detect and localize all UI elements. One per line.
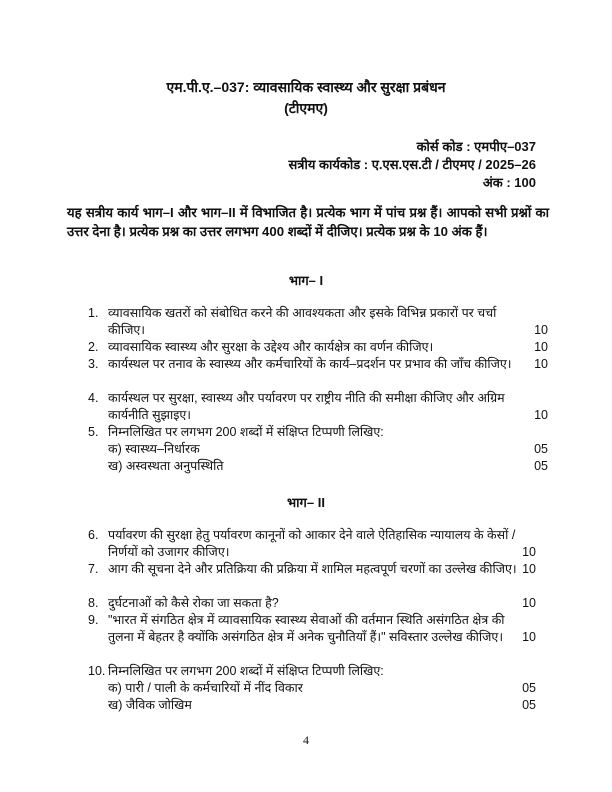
page-number: 4 — [303, 733, 309, 747]
document-title: एम.पी.ए.–037: व्यावसायिक स्वास्थ्य और सुरक्षा प्रबंधन — [166, 79, 446, 95]
section-heading-part-1: भाग– I — [288, 273, 324, 288]
question-5-subpart-a — [108, 441, 548, 458]
subpart-text: क) स्वास्थ्य–निर्धारक — [108, 442, 200, 456]
document-subtitle: (टीएमए) — [284, 100, 328, 116]
question-number: 3. — [88, 357, 99, 371]
question-marks: 10 — [522, 545, 536, 560]
subpart-marks: 05 — [522, 681, 536, 695]
subpart-text: ख) जैविक जोखिम — [108, 698, 192, 712]
question-2 — [88, 339, 548, 356]
question-text: कार्यस्थल पर सुरक्षा, स्वास्थ्य और पर्यावरण पर राष्ट्रीय नीति की समीक्षा कीजिए और अग्रिम कार्यनीति सुझाइए। — [108, 391, 505, 423]
subpart-marks: 05 — [522, 698, 536, 712]
question-number: 4. — [88, 391, 99, 405]
question-text: निम्नलिखित पर लगभग 200 शब्दों में संक्षिप्त टिप्पणी लिखिए: — [108, 425, 384, 439]
question-text: व्यावसायिक स्वास्थ्य और सुरक्षा के उद्देश्य और कार्यक्षेत्र का वर्णन कीजिए। — [108, 340, 434, 354]
question-10 — [88, 663, 536, 680]
question-number: 1. — [88, 306, 99, 320]
question-number: 7. — [88, 562, 99, 576]
course-code: कोर्स कोड : एमपीए–037 — [416, 139, 536, 154]
section-heading-part-2: भाग– II — [287, 495, 325, 510]
instructions: यह सत्रीय कार्य भाग–I और भाग–II में विभाजित है। प्रत्येक भाग में पांच प्रश्न हैं। आपको सभी प्रश्नों का उत्तर देना है। प्रत्येक प्रश्न का उत्तर लगभग 400 शब्दों में दीजिए। प्रत्येक प्रश्न के 10 अंक हैं। — [67, 205, 549, 239]
question-3 — [88, 356, 548, 373]
question-8 — [88, 595, 536, 612]
question-marks: 10 — [522, 630, 536, 645]
question-number: 8. — [88, 596, 99, 610]
question-6 — [88, 527, 536, 561]
question-marks: 10 — [534, 340, 548, 354]
subpart-text: क) पारी / पाली के कर्मचारियों में नींद विकार — [108, 681, 303, 695]
question-number: 10. — [88, 664, 106, 678]
question-marks: 10 — [534, 408, 548, 423]
question-text: आग की सूचना देने और प्रतिक्रिया की प्रक्रिया में शामिल महत्वपूर्ण चरणों का उल्लेख कीजिए। — [108, 562, 517, 576]
question-marks: 10 — [522, 562, 536, 576]
question-5 — [88, 424, 548, 441]
question-text: व्यावसायिक खतरों को संबोधित करने की आवश्यकता और इसके विभिन्न प्रकारों पर चर्चा कीजिए। — [108, 306, 497, 338]
total-marks: अंक : 100 — [482, 175, 536, 190]
question-5-subpart-b — [108, 458, 548, 475]
question-9 — [88, 612, 536, 646]
assignment-code: सत्रीय कार्यकोड : ए.एस.एस.टी / टीएमए / 2025–26 — [288, 157, 536, 172]
question-text: "भारत में संगठित क्षेत्र में व्यावसायिक स्वास्थ्य सेवाओं की वर्तमान स्थिति असंगठित क्षेत्र की तुलना में बेहतर है क्योंकि असंगठित क्षेत्र में अनेक चुनौतियाँ हैं।" सविस्तार उल्लेख कीजिए। — [108, 613, 505, 645]
subpart-text: ख) अस्वस्थता अनुपस्थिति — [108, 459, 224, 473]
question-number: 6. — [88, 528, 99, 542]
question-4 — [88, 390, 548, 424]
question-marks: 10 — [534, 323, 548, 338]
question-marks: 10 — [534, 357, 548, 371]
question-number: 5. — [88, 425, 99, 439]
question-10-subpart-a — [108, 680, 536, 697]
question-text: निम्नलिखित पर लगभग 200 शब्दों में संक्षिप्त टिप्पणी लिखिए: — [108, 664, 384, 678]
question-text: दुर्घटनाओं को कैसे रोका जा सकता है? — [108, 596, 279, 610]
question-text: पर्यावरण की सुरक्षा हेतु पर्यावरण कानूनों को आकार देने वाले ऐतिहासिक न्यायालय के केसों / निर्णयों को उजागर कीजिए। — [108, 528, 516, 560]
subpart-marks: 05 — [534, 459, 548, 473]
question-number: 9. — [88, 613, 99, 627]
question-number: 2. — [88, 340, 99, 354]
question-text: कार्यस्थल पर तनाव के स्वास्थ्य और कर्मचारियों के कार्य–प्रदर्शन पर प्रभाव की जाँच कीजिए। — [108, 357, 512, 371]
question-1 — [88, 305, 548, 339]
question-marks: 10 — [522, 596, 536, 610]
question-10-subpart-b — [108, 697, 536, 714]
subpart-marks: 05 — [534, 442, 548, 456]
question-7 — [88, 561, 536, 578]
